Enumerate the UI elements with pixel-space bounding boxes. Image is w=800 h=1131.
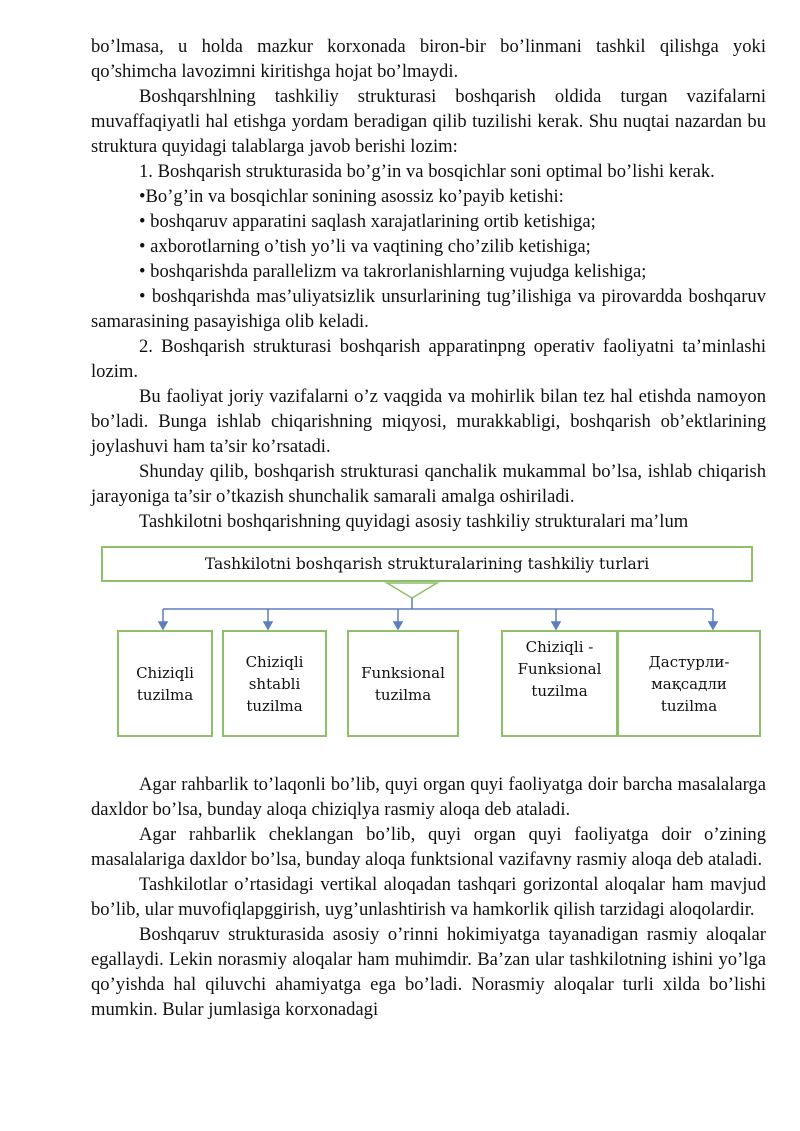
document-page: [91, 34, 766, 1022]
paragraph: Agar rahbarlik cheklangan bo’lib, quyi organ quyi faoliyatga doir o’zining masalalariga daxldor bo’lsa, bunday aloqa funktsional vazifavny rasmiy aloqa deb ataladi.: [91, 824, 766, 870]
bullet-item: • boshqaruv apparatini saqlash xarajatlarining ortib ketishiga;: [139, 211, 596, 232]
paragraph: Bu faoliyat joriy vazifalarni o’z vaqgida va mohirlik bilan tez hal etishda namoyon bo’ladi. Bunga ishlab chiqarishning miqyosi, murakkabligi, boshqarish ob’ektlarining joylashuvi ham ta’sir ko’rsatadi.: [91, 386, 766, 457]
bullet-intro: •Bo’g’in va bosqichlar sonining asossiz ko’payib ketishi:: [139, 186, 564, 207]
bullet-item: • axborotlarning o’tish yo’li va vaqtining cho’zilib ketishiga;: [139, 236, 591, 257]
paragraph: Shunday qilib, boshqarish strukturasi qanchalik mukammal bo’lsa, ishlab chiqarish jarayoniga ta’sir o’tkazish shunchalik samarali amalga oshiriladi.: [91, 461, 766, 507]
structure-box-functional: Funksional tuzilma: [347, 630, 459, 737]
diagram-title: Tashkilotni boshqarish strukturalarining tashkiliy turlari: [101, 546, 753, 582]
paragraph: Tashkilotlar o’rtasidagi vertikal aloqadan tashqari gorizontal aloqalar ham mavjud bo’lib, ular muvofiqlapggirish, uyg’unlashtirish va hamkorlik qilish tarzidagi aloqolardir.: [91, 874, 766, 920]
org-structure-diagram: [91, 546, 766, 764]
structure-box-linear: Chiziqli tuzilma: [117, 630, 213, 737]
bullet-item: • boshqarishda parallelizm va takrorlanishlarning vujudga kelishiga;: [139, 261, 647, 282]
paragraph: Boshqaruv strukturasida asosiy o’rinni hokimiyatga tayanadigan rasmiy aloqalar egallaydi. Lekin norasmiy aloqalar ham muhimdir. Ba’zan ular tashkilotning ishini yo’lga qo’yishda hal qiluvchi ahamiyatga ega bo’ladi. Norasmiy aloqalar turli xilda bo’lishi mumkin. Bular jumlasiga korxonadagi: [91, 924, 766, 1020]
requirement-2: 2. Boshqarish strukturasi boshqarish apparatinpng operativ faoliyatni ta’minlashi lozim.: [91, 336, 766, 382]
requirement-1: 1. Boshqarish strukturasida bo’g’in va bosqichlar soni optimal bo’lishi kerak.: [139, 161, 715, 182]
structure-box-line-functional: Chiziqli - Funksional tuzilma: [501, 630, 618, 737]
bullet-item: • boshqarishda mas’uliyatsizlik unsurlarining tug’ilishiga va pirovardda boshqaruv samarasining pasayishiga olib keladi.: [91, 286, 766, 332]
paragraph: Tashkilotni boshqarishning quyidagi asosiy tashkiliy strukturalari ma’lum: [139, 511, 689, 532]
paragraph: Agar rahbarlik to’laqonli bo’lib, quyi organ quyi faoliyatga doir barcha masalalarga daxldor bo’lsa, bunday aloqa chiziqlya rasmiy aloqa deb ataladi.: [91, 774, 766, 820]
structure-box-program-target: Дастурли- мақсадли tuzilma: [617, 630, 761, 737]
paragraph: bo’lmasa, u holda mazkur korxonada biron-bir bo’linmani tashkil qilishga yoki qo’shimcha lavozimni kiritishga hojat bo’lmaydi.: [91, 36, 766, 82]
structure-box-line-staff: Chiziqli shtabli tuzilma: [222, 630, 327, 737]
paragraph: Boshqarshlning tashkiliy strukturasi boshqarish oldida turgan vazifalarni muvaffaqiyatli hal etishga yordam beradigan qilib tuzilishi kerak. Shu nuqtai nazardan bu struktura quyidagi talablarga javob berishi lozim:: [91, 86, 766, 157]
pointer-triangle: [387, 583, 437, 598]
